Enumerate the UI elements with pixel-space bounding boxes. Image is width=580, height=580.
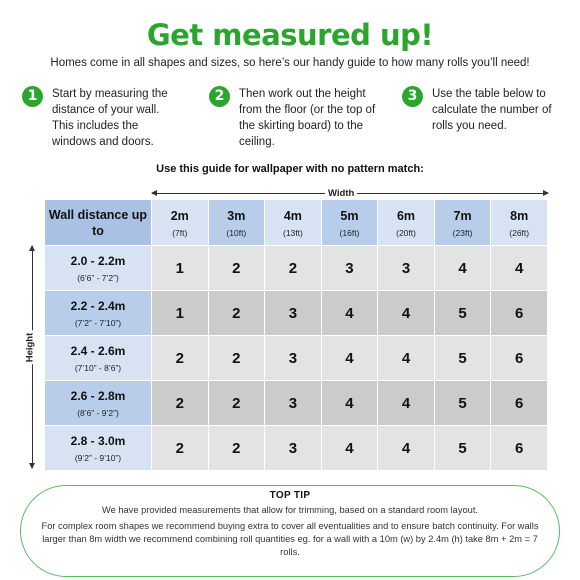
table-row bbox=[45, 246, 548, 291]
table-cell: 2 bbox=[208, 246, 265, 291]
table-cell: 2 bbox=[208, 381, 265, 426]
table-cell: 3 bbox=[265, 426, 322, 471]
table-cell: 2 bbox=[208, 426, 265, 471]
table-cell: 4 bbox=[321, 291, 378, 336]
corner-header: Wall distance up to bbox=[45, 200, 152, 246]
table-cell: 3 bbox=[265, 381, 322, 426]
step-number-badge: 1 bbox=[22, 86, 43, 107]
table-cell: 5 bbox=[434, 381, 491, 426]
step-text: Start by measuring the distance of your wall. This includes the windows and doors. bbox=[52, 88, 168, 148]
column-header: 4m (13ft) bbox=[265, 200, 322, 246]
page-subtitle: Homes come in all shapes and sizes, so here’s our handy guide to how many rolls you’ll need! bbox=[50, 57, 530, 69]
table-cell: 1 bbox=[152, 291, 209, 336]
height-axis-label: Height bbox=[24, 332, 36, 363]
step-text: Use the table below to calculate the number of rolls you need. bbox=[432, 88, 552, 132]
table-header-row bbox=[45, 200, 548, 246]
column-header: 2m (7ft) bbox=[152, 200, 209, 246]
step-2 bbox=[209, 86, 379, 150]
table-cell: 2 bbox=[152, 426, 209, 471]
table-cell: 6 bbox=[491, 336, 548, 381]
table-cell: 2 bbox=[208, 336, 265, 381]
page-title: Get measured up! bbox=[146, 18, 434, 52]
guide-heading: Use this guide for wallpaper with no pattern match: bbox=[156, 163, 424, 175]
table-cell: 3 bbox=[321, 246, 378, 291]
table-cell: 5 bbox=[434, 426, 491, 471]
row-header: 2.6 - 2.8m (8’6” - 9’2”) bbox=[45, 381, 152, 426]
column-header: 5m (16ft) bbox=[321, 200, 378, 246]
top-tip-text: We have provided measurements that allow for trimming, based on a standard room layout. bbox=[101, 505, 479, 515]
table-cell: 1 bbox=[152, 246, 209, 291]
table-cell: 6 bbox=[491, 381, 548, 426]
table-cell: 2 bbox=[152, 381, 209, 426]
table-cell: 3 bbox=[265, 291, 322, 336]
table-row bbox=[45, 336, 548, 381]
row-header: 2.0 - 2.2m (6’6” - 7’2”) bbox=[45, 246, 152, 291]
table-cell: 3 bbox=[378, 246, 435, 291]
table-cell: 2 bbox=[152, 336, 209, 381]
column-header: 3m (10ft) bbox=[208, 200, 265, 246]
table-cell: 4 bbox=[378, 336, 435, 381]
table-cell: 2 bbox=[208, 291, 265, 336]
table-cell: 6 bbox=[491, 291, 548, 336]
table-cell: 4 bbox=[378, 381, 435, 426]
top-tip-text: For complex room shapes we recommend buying extra to cover all eventualities and to ensure batch continuity. For walls larger than 8m width we recommend combining roll quantities eg. for a wall with a 10m (w) by 2.4m (h) take 8m + 2m = 7 rolls. bbox=[41, 521, 539, 557]
table-cell: 4 bbox=[321, 426, 378, 471]
top-tip-heading: TOP TIP bbox=[269, 490, 311, 501]
table-cell: 5 bbox=[434, 291, 491, 336]
row-header: 2.4 - 2.6m (7’10” - 8’6”) bbox=[45, 336, 152, 381]
step-3 bbox=[402, 86, 552, 134]
table-row bbox=[45, 291, 548, 336]
column-header: 6m (20ft) bbox=[378, 200, 435, 246]
width-axis-label: Width bbox=[325, 188, 357, 199]
table-cell: 4 bbox=[321, 381, 378, 426]
row-header: 2.8 - 3.0m (9’2” - 9’10”) bbox=[45, 426, 152, 471]
table-cell: 4 bbox=[434, 246, 491, 291]
step-text: Then work out the height from the floor (or the top of the skirting board) to the ceiling. bbox=[239, 88, 376, 148]
step-number-badge: 3 bbox=[402, 86, 423, 107]
column-header: 8m (26ft) bbox=[491, 200, 548, 246]
table-cell: 4 bbox=[378, 426, 435, 471]
table-row bbox=[45, 426, 548, 471]
table-cell: 3 bbox=[265, 336, 322, 381]
step-1 bbox=[22, 86, 182, 150]
table-cell: 4 bbox=[321, 336, 378, 381]
rolls-table bbox=[44, 199, 548, 471]
table-cell: 4 bbox=[491, 246, 548, 291]
step-number-badge: 2 bbox=[209, 86, 230, 107]
table-row bbox=[45, 381, 548, 426]
table-cell: 4 bbox=[378, 291, 435, 336]
table-cell: 2 bbox=[265, 246, 322, 291]
row-header: 2.2 - 2.4m (7’2” - 7’10”) bbox=[45, 291, 152, 336]
table-cell: 5 bbox=[434, 336, 491, 381]
column-header: 7m (23ft) bbox=[434, 200, 491, 246]
table-cell: 6 bbox=[491, 426, 548, 471]
